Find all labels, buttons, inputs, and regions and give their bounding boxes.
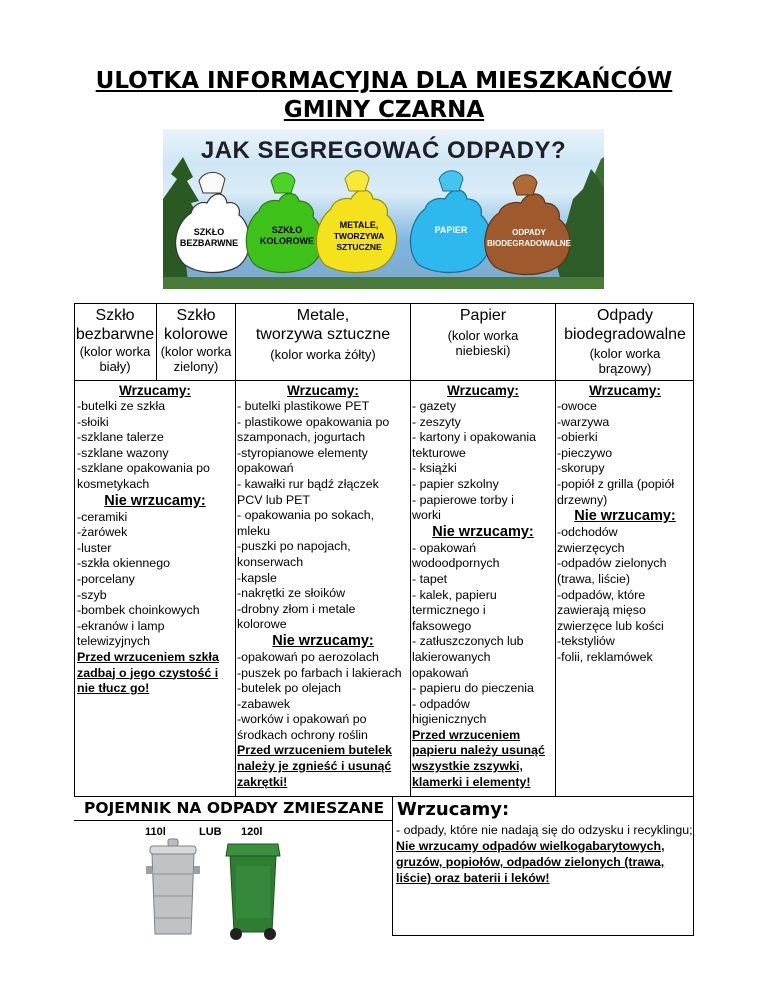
banner-heading: JAK SEGREGOWAĆ ODPADY? [200,137,567,164]
bag-brown-label2: BIODEGRADOWALNE [487,239,571,248]
list-item: - butelki plastikowe PET [237,399,370,413]
yes-label: Wrzucamy: [119,383,191,398]
note-line: należy je zgnieść i usunąć [237,759,392,774]
column-paper [412,382,554,790]
list-item: opakowań [412,665,469,680]
list-item: -porcelany [77,571,135,586]
mixed-bin-title: POJEMNIK NA ODPADY ZMIESZANE [84,799,385,817]
list-item: -zabawek [237,696,291,711]
list-item: -puszek po farbach i lakierach [237,665,402,680]
divider [392,935,694,936]
note-line: zadbaj o jego czystość i [77,665,219,680]
green-bin-icon [226,844,280,940]
list-item: -obierki [557,430,598,445]
list-item: konserwach [237,554,304,569]
list-item: -styropianowe elementy [237,445,368,460]
list-item: -szklane wazony [77,445,169,460]
no-label: Nie wrzucamy: [574,508,676,525]
list-item: -owoce [557,399,597,413]
header-metal: Metale, tworzywa sztuczne (kolor worka żółty) [255,307,391,362]
svg-text:TWORZYWA: TWORZYWA [333,231,385,241]
list-item: zwierzęcych [557,540,625,555]
list-item: -słoiki [77,414,109,429]
divider [235,303,236,797]
column-bio [557,382,693,666]
bio-yes-list [557,399,693,508]
mixed-yes-label: Wrzucamy: [397,799,510,820]
or-label: LUB [199,826,222,838]
mixed-description [396,822,696,886]
list-item: - zatłuszczonych lub [412,634,524,649]
bin-110-label: 110l [145,826,166,838]
yes-label: Wrzucamy: [447,383,519,398]
list-item: -odpadów zielonych [557,556,667,571]
column-glass [77,382,233,697]
header-glass-clear: Szkło bezbarwne (kolor worka biały) [75,307,155,374]
bags-illustration [163,129,604,289]
list-item: - papier szkolny [412,476,499,491]
list-item: -folii, reklamówek [557,649,653,664]
bag-yellow-label1: METALE, [339,220,379,230]
divider [392,797,393,935]
list-item: -nakrętki ze słoików [237,586,346,601]
list-item: -butelki ze szkła [77,399,166,413]
list-item: - papierowe torby i [412,492,514,507]
list-item: - kawałki rur bądź złączek [237,476,379,491]
list-item: -opakowań po aerozolach [237,649,379,664]
list-item: -szklane opakowania po [77,461,210,476]
list-item: -tekstyliów [557,634,615,649]
list-item: -szyb [77,587,107,602]
bag-blue-icon [410,171,490,273]
list-item: faksowego [412,618,472,633]
list-item: lakierowanych [412,649,491,664]
list-item: wodoodpornych [412,556,500,571]
glass-yes-list [77,399,233,493]
bag-brown-label1: ODPADY [512,228,546,237]
metal-note [237,743,409,790]
note-line: Przed wrzuceniem [412,727,521,742]
bag-brown-icon [485,175,570,275]
list-item: - tapet [412,571,448,586]
list-item: -odchodów [557,525,618,540]
list-item: - gazety [412,399,457,413]
header-paper: Papier (kolor worka niebieski) [447,307,519,358]
metal-bin-icon [146,839,200,934]
no-label: Nie wrzucamy: [272,632,374,649]
list-item: - papieru do pieczenia [412,681,534,696]
list-item: - książki [412,461,457,476]
list-item: - opakowań [412,540,477,555]
list-item: zwierzęce lub kości [557,618,664,633]
list-item: -ekranów i lamp [77,618,165,633]
no-label: Nie wrzucamy: [432,523,534,540]
divider [74,380,694,381]
note-line: zakrętki! [237,774,288,789]
glass-no-list [77,510,233,650]
list-item: - kalek, papieru [412,587,497,602]
list-item: mleku [237,523,271,538]
list-item: -kapsle [237,570,277,585]
divider [410,303,411,797]
metal-yes-list [237,399,409,633]
list-item: -odpadów, które [557,587,646,602]
list-item: PCV lub PET [237,492,310,507]
list-item: szamponach, jogurtach [237,430,366,445]
list-item: -żarówek [77,525,128,540]
list-item: worki [412,508,441,523]
bio-no-list [557,525,693,665]
no-label: Nie wrzucamy: [104,492,206,509]
list-item: termicznego i [412,603,486,618]
list-item: -drobny złom i metale [237,601,356,616]
bag-white-icon [176,172,250,272]
list-item: -luster [77,540,112,555]
list-item: (trawa, liście) [557,571,630,586]
list-item: -ceramiki [77,509,128,524]
bag-green-label1: SZKŁO [271,225,303,235]
bag-white-label1: SZKŁO [193,227,225,237]
list-item: -skorupy [557,461,605,476]
bag-green-label2: KOLOROWE [260,236,314,246]
header-bio: Odpady biodegradowalne (kolor worka brązowy) [564,307,686,376]
list-item: -worków i opakowań po [237,712,367,727]
list-item: tekturowe [412,445,466,460]
note-line: klamerki i elementy! [412,774,531,789]
note-line: papieru należy usunąć [412,743,545,758]
mixed-yes-text: - odpady, które nie nadają się do odzysku i recyklingu; [396,823,693,837]
list-item: - plastikowe opakowania po [237,414,390,429]
mixed-no-text: Nie wrzucamy odpadów wielkogabarytowych, gruzów, popiołów, odpadów zielonych (trawa, liście) oraz baterii i leków! [396,839,665,885]
list-item: kolorowe [237,617,287,632]
header-glass-color: Szkło kolorowe (kolor worka zielony) [160,307,232,374]
list-item: - kartony i opakowania [412,430,536,445]
note-line: nie tłucz go! [77,681,150,696]
divider [555,303,556,797]
bag-green-icon [246,173,322,273]
bag-blue-label: PAPIER [434,225,468,235]
note-line: Przed wrzuceniem butelek [237,743,392,758]
yes-label: Wrzucamy: [589,383,661,398]
divider [74,820,392,821]
list-item: drzewny) [557,492,608,507]
list-item: - odpadów [412,696,470,711]
list-item: -pieczywo [557,445,613,460]
list-item: -warzywa [557,414,610,429]
yes-label: Wrzucamy: [287,383,359,398]
paper-yes-list [412,399,554,524]
list-item: -bombek choinkowych [77,603,200,618]
bins-illustration [138,836,298,944]
svg-text:SZTUCZNE: SZTUCZNE [336,242,382,252]
list-item: -szkła okiennego [77,556,170,571]
list-item: zawierają mięso [557,603,646,618]
note-line: Przed wrzuceniem szkła [77,649,219,664]
metal-no-list [237,650,409,744]
list-item: środkach ochrony roślin [237,727,368,742]
list-item: higienicznych [412,712,487,727]
glass-note [77,650,233,697]
list-item: telewizyjnych [77,634,150,649]
list-item: - opakowania po sokach, [237,508,375,523]
list-item: - zeszyty [412,414,461,429]
list-item: -puszki po napojach, [237,539,351,554]
list-item: kosmetykach [77,476,150,491]
column-metal [237,382,409,790]
list-item: -popiół z grilla (popiół [557,476,675,491]
list-item: opakowań [237,461,294,476]
sorting-banner [163,129,604,289]
bin-120-label: 120l [241,826,263,838]
paper-no-list [412,541,554,728]
list-item: -butelek po olejach [237,681,342,696]
note-line: wszystkie zszywki, [412,759,523,774]
paper-note [412,728,554,790]
list-item: -szklane talerze [77,430,164,445]
bag-white-label2: BEZBARWNE [179,238,239,248]
page-title-line1: ULOTKA INFORMACYJNA DLA MIESZKAŃCÓW [95,68,673,94]
page-title-line2: GMINY CZARNA [283,97,485,123]
